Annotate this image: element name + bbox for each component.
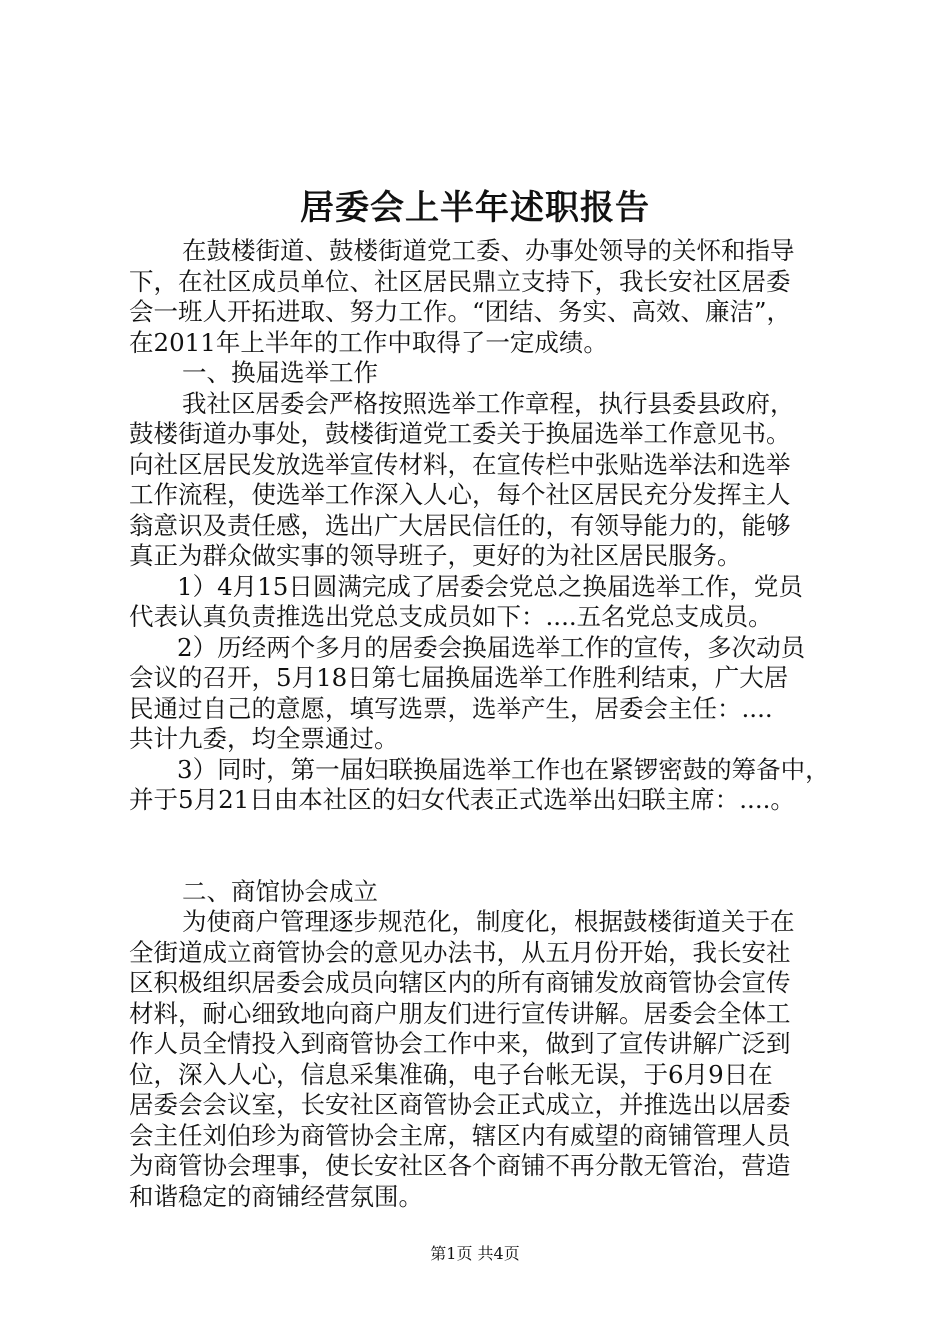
document-body bbox=[129, 236, 841, 1212]
text-line: 并于5月21日由本社区的妇女代表正式选举出妇联主席：....。 bbox=[129, 785, 795, 814]
text-line: 会主任刘伯珍为商管协会主席，辖区内有威望的商铺管理人员 bbox=[129, 1120, 791, 1150]
text-line: 全街道成立商管协会的意见办法书，从五月份开始，我长安社 bbox=[129, 937, 791, 967]
text-line: 作人员全情投入到商管协会工作中来，做到了宣传讲解广泛到 bbox=[129, 1029, 791, 1058]
text-line: 1）4月15日圆满完成了居委会党总之换届选举工作，党员 bbox=[177, 571, 803, 601]
section2-paragraph bbox=[129, 907, 841, 1212]
text-line: 真正为群众做实事的领导班子，更好的为社区居民服务。 bbox=[129, 541, 742, 570]
text-line: 向社区居民发放选举宣传材料，在宣传栏中张贴选举法和选举 bbox=[129, 449, 791, 479]
text-line: 会一班人开拓进取、努力工作。“团结、务实、高效、廉洁”， bbox=[129, 297, 792, 326]
text-line: 会议的召开，5月18日第七届换届选举工作胜利结束，广大居 bbox=[129, 663, 789, 692]
text-line: 下，在社区成员单位、社区居民鼎立支持下，我长安社区居委 bbox=[129, 266, 791, 296]
text-line: 代表认真负责推选出党总支成员如下：....五名党总支成员。 bbox=[129, 602, 773, 631]
text-line: 在鼓楼街道、鼓楼街道党工委、办事处领导的关怀和指导 bbox=[182, 236, 795, 265]
text-line: 材料，耐心细致地向商户朋友们进行宣传讲解。居委会全体工 bbox=[129, 998, 791, 1028]
text-line: 和谐稳定的商铺经营氛围。 bbox=[129, 1181, 423, 1211]
section-heading: 一、换届选举工作 bbox=[182, 358, 378, 387]
section1-item-1 bbox=[129, 572, 841, 633]
text-line: 为使商户管理逐步规范化，制度化，根据鼓楼街道关于在 bbox=[182, 907, 795, 936]
text-line: 位，深入人心，信息采集准确，电子台帐无误，于6月9日在 bbox=[129, 1059, 773, 1089]
text-line: 区积极组织居委会成员向辖区内的所有商铺发放商管协会宣传 bbox=[129, 968, 791, 997]
text-line: 翁意识及责任感，选出广大居民信任的，有领导能力的，能够 bbox=[129, 510, 791, 540]
section1-paragraph bbox=[129, 389, 841, 572]
text-line: 我社区居委会严格按照选举工作章程，执行县委县政府， bbox=[182, 388, 795, 418]
text-line: 为商管协会理事，使长安社区各个商铺不再分散无管治，营造 bbox=[129, 1151, 791, 1180]
document-title: 居委会上半年述职报告 bbox=[300, 188, 650, 228]
text-line: 2）历经两个多月的居委会换届选举工作的宣传，多次动员 bbox=[177, 632, 806, 662]
page-footer: 第1页 共4页 bbox=[430, 1244, 520, 1263]
section1-item-3 bbox=[129, 755, 841, 816]
text-line: 共计九委，均全票通过。 bbox=[129, 724, 399, 753]
section-heading: 二、商馆协会成立 bbox=[182, 876, 378, 906]
text-line: 民通过自己的意愿，填写选票，选举产生，居委会主任：.... bbox=[129, 693, 773, 723]
text-line: 工作流程，使选举工作深入人心，每个社区居民充分发挥主人 bbox=[129, 480, 791, 509]
text-line: 3）同时，第一届妇联换届选举工作也在紧锣密鼓的筹备中， bbox=[177, 754, 830, 784]
blank-spacer bbox=[129, 816, 841, 877]
text-line: 居委会会议室，长安社区商管协会正式成立，并推选出以居委 bbox=[129, 1090, 791, 1119]
text-line: 在2011年上半年的工作中取得了一定成绩。 bbox=[129, 327, 608, 357]
intro-paragraph bbox=[129, 236, 841, 358]
section1-item-2 bbox=[129, 633, 841, 755]
text-line: 鼓楼街道办事处，鼓楼街道党工委关于换届选举工作意见书。 bbox=[129, 419, 791, 448]
